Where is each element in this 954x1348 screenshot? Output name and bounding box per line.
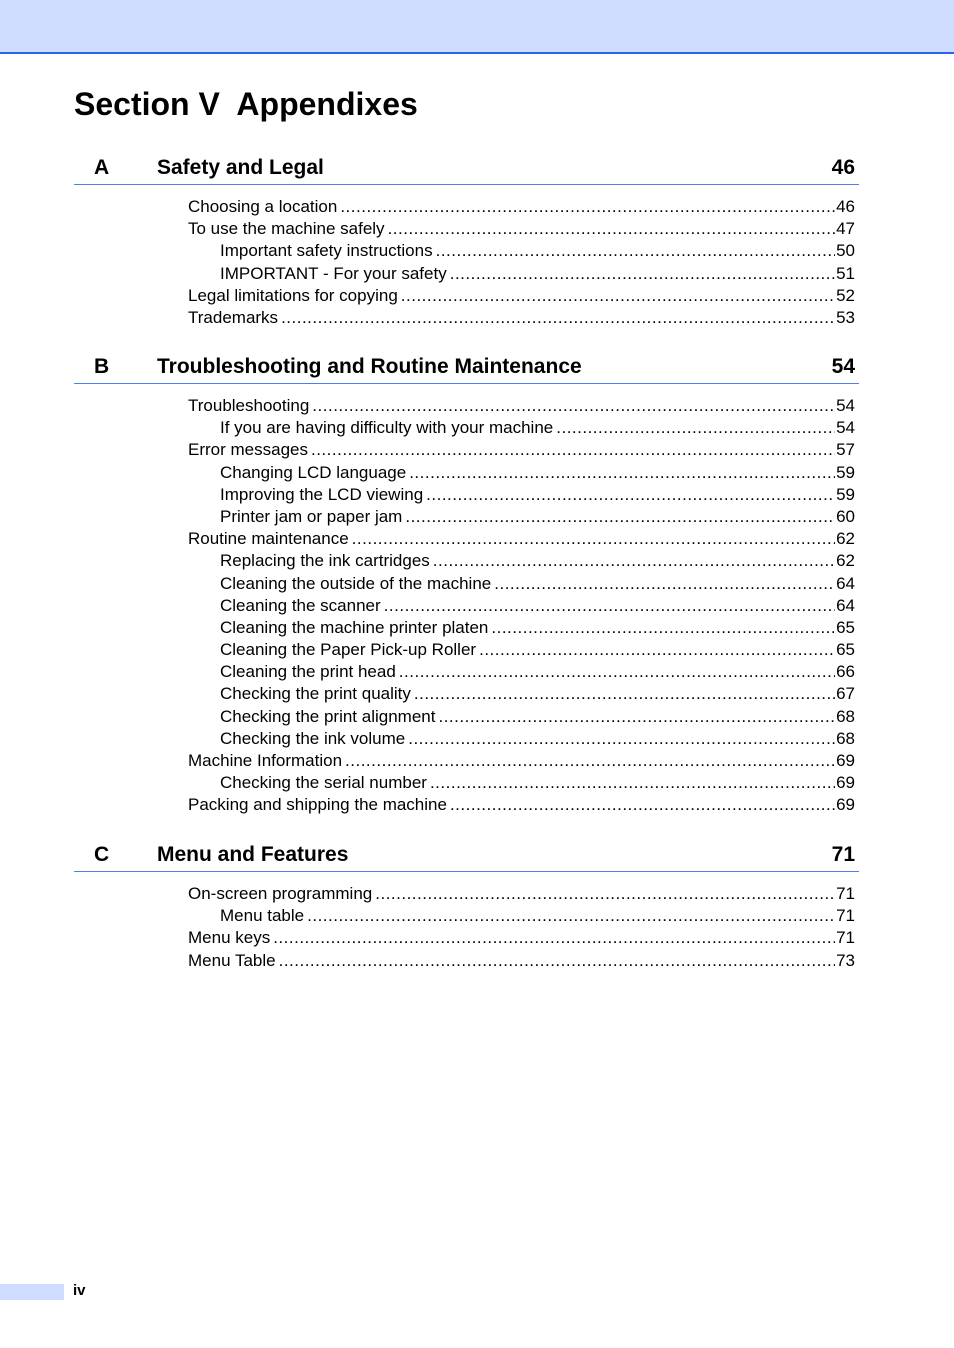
toc-entry[interactable] <box>188 883 855 905</box>
toc-subentry[interactable] <box>188 573 855 595</box>
dot-leader <box>491 617 835 639</box>
toc-subentry[interactable] <box>188 728 855 750</box>
toc-subentry[interactable] <box>188 706 855 728</box>
dot-leader <box>340 196 835 218</box>
toc-entry-page: 54 <box>836 418 855 438</box>
chapter-page-number: 46 <box>831 156 855 179</box>
dot-leader <box>438 706 835 728</box>
toc-subentry[interactable] <box>188 639 855 661</box>
dot-leader <box>384 595 835 617</box>
toc-subentry[interactable] <box>188 484 855 506</box>
toc-entry-page: 65 <box>836 617 855 637</box>
dot-leader <box>405 506 835 528</box>
toc-entry-page: 54 <box>836 396 855 415</box>
toc-entry-label: Trademarks <box>188 307 279 327</box>
toc-entry-page: 50 <box>836 241 855 261</box>
toc-entry-label: Changing LCD language <box>220 462 407 482</box>
dot-leader <box>307 905 835 927</box>
toc-entry-label: Checking the ink volume <box>220 728 406 748</box>
toc-subentry[interactable] <box>188 905 855 927</box>
toc-entry-label: Cleaning the Paper Pick-up Roller <box>220 640 477 660</box>
toc-entry[interactable] <box>188 196 855 218</box>
toc-entry-label: Cleaning the machine printer platen <box>220 617 489 637</box>
dot-leader <box>375 883 835 905</box>
dot-leader <box>479 639 835 661</box>
toc-entry[interactable] <box>188 794 855 816</box>
chapter-heading[interactable] <box>74 352 859 384</box>
toc-entry-page: 52 <box>836 285 855 305</box>
toc-entry-label: Routine maintenance <box>188 529 349 549</box>
dot-leader <box>345 750 835 772</box>
toc-subentry[interactable] <box>188 417 855 439</box>
dot-leader <box>281 307 835 329</box>
toc-entry[interactable] <box>188 528 855 550</box>
chapter-letter: A <box>94 156 110 179</box>
toc-subentry[interactable] <box>188 661 855 683</box>
page-title: Section V Appendixes <box>74 86 418 122</box>
toc-subentry[interactable] <box>188 240 855 262</box>
toc-entry-label: Error messages <box>188 440 308 460</box>
toc-list <box>188 196 855 329</box>
toc-entry-page: 67 <box>836 684 855 704</box>
toc-entry-label: Checking the print quality <box>220 684 411 704</box>
toc-entry-page: 71 <box>836 906 855 926</box>
toc-entry[interactable] <box>188 307 855 329</box>
toc-entry-label: Improving the LCD viewing <box>220 484 424 504</box>
toc-subentry[interactable] <box>188 772 855 794</box>
toc-subentry[interactable] <box>188 550 855 572</box>
toc-entry[interactable] <box>188 218 855 240</box>
toc-entry-page: 71 <box>836 884 855 903</box>
toc-entry-label: Menu Table <box>188 950 276 970</box>
toc-entry-page: 62 <box>836 529 855 549</box>
toc-entry-page: 65 <box>836 640 855 660</box>
toc-entry-page: 66 <box>836 662 855 682</box>
toc-entry-label: Checking the print alignment <box>220 706 436 726</box>
toc-entry[interactable] <box>188 285 855 307</box>
dot-leader <box>352 528 835 550</box>
dot-leader <box>401 285 835 307</box>
toc-subentry[interactable] <box>188 595 855 617</box>
toc-entry-label: Cleaning the scanner <box>220 595 381 615</box>
dot-leader <box>312 395 835 417</box>
toc-entry[interactable] <box>188 950 855 972</box>
dot-leader <box>436 240 835 262</box>
chapter-b <box>74 352 859 815</box>
chapter-title: Safety and Legal <box>157 156 324 179</box>
toc-list <box>188 883 855 972</box>
toc-entry-label: IMPORTANT - For your safety <box>220 263 447 283</box>
toc-entry-page: 60 <box>836 506 855 526</box>
toc-entry-label: Important safety instructions <box>220 241 433 261</box>
toc-entry-label: To use the machine safely <box>188 219 385 239</box>
toc-entry-page: 69 <box>836 751 855 770</box>
toc-entry-label: Menu keys <box>188 928 271 948</box>
toc-entry-page: 46 <box>836 197 855 216</box>
dot-leader <box>408 728 835 750</box>
toc-entry-page: 51 <box>836 263 855 283</box>
chapter-letter: B <box>94 355 110 378</box>
dot-leader <box>430 772 835 794</box>
toc-entry[interactable] <box>188 927 855 949</box>
toc-entry-label: Checking the serial number <box>220 773 427 793</box>
dot-leader <box>399 661 835 683</box>
dot-leader <box>311 439 835 461</box>
toc-entry-page: 57 <box>836 440 855 460</box>
toc-entry-page: 53 <box>836 307 855 327</box>
toc-entry-page: 59 <box>836 484 855 504</box>
toc-subentry[interactable] <box>188 462 855 484</box>
chapter-c <box>74 840 859 970</box>
toc-entry-label: Packing and shipping the machine <box>188 795 447 815</box>
dot-leader <box>273 927 835 949</box>
dot-leader <box>409 462 835 484</box>
toc-entry-label: Cleaning the outside of the machine <box>220 573 492 593</box>
toc-entry-label: Machine Information <box>188 751 343 770</box>
header-band <box>0 0 954 54</box>
dot-leader <box>426 484 835 506</box>
toc-entry-page: 47 <box>836 219 855 239</box>
toc-entry-page: 73 <box>836 950 855 970</box>
toc-subentry[interactable] <box>188 683 855 705</box>
toc-entry-label: Cleaning the print head <box>220 662 396 682</box>
footer-band <box>0 1284 64 1300</box>
toc-entry-page: 64 <box>836 595 855 615</box>
toc-entry[interactable] <box>188 750 855 772</box>
chapter-heading[interactable] <box>74 153 859 185</box>
toc-entry-label: Legal limitations for copying <box>188 285 398 305</box>
page-number: iv <box>73 1282 86 1299</box>
toc-entry-page: 71 <box>836 928 855 948</box>
toc-entry-label: Printer jam or paper jam <box>220 506 403 526</box>
toc-entry-page: 69 <box>836 773 855 793</box>
toc-entry-label: On-screen programming <box>188 884 373 903</box>
chapter-letter: C <box>94 843 110 866</box>
chapter-title: Troubleshooting and Routine Maintenance <box>157 355 582 378</box>
dot-leader <box>414 683 835 705</box>
toc-entry[interactable] <box>188 395 855 417</box>
toc-list <box>188 395 855 817</box>
dot-leader <box>556 417 835 439</box>
dot-leader <box>433 550 835 572</box>
chapter-page-number: 71 <box>831 843 855 866</box>
toc-subentry[interactable] <box>188 617 855 639</box>
chapter-title: Menu and Features <box>157 843 349 866</box>
chapter-heading[interactable] <box>74 840 859 872</box>
toc-subentry[interactable] <box>188 263 855 285</box>
dot-leader <box>388 218 836 240</box>
toc-entry-label: Choosing a location <box>188 197 338 216</box>
toc-subentry[interactable] <box>188 506 855 528</box>
chapter-a <box>74 153 859 327</box>
dot-leader <box>450 263 835 285</box>
toc-entry-label: Menu table <box>220 906 305 926</box>
toc-entry-page: 62 <box>836 551 855 571</box>
dot-leader <box>450 794 835 816</box>
toc-entry-label: If you are having difficulty with your machine <box>220 418 554 438</box>
dot-leader <box>494 573 835 595</box>
toc-entry-label: Troubleshooting <box>188 396 310 415</box>
toc-entry-label: Replacing the ink cartridges <box>220 551 430 571</box>
chapter-page-number: 54 <box>831 355 855 378</box>
dot-leader <box>279 950 835 972</box>
toc-entry-page: 64 <box>836 573 855 593</box>
toc-entry-page: 68 <box>836 728 855 748</box>
toc-entry-page: 59 <box>836 462 855 482</box>
toc-entry-page: 68 <box>836 706 855 726</box>
toc-entry-page: 69 <box>836 795 855 815</box>
toc-entry[interactable] <box>188 439 855 461</box>
